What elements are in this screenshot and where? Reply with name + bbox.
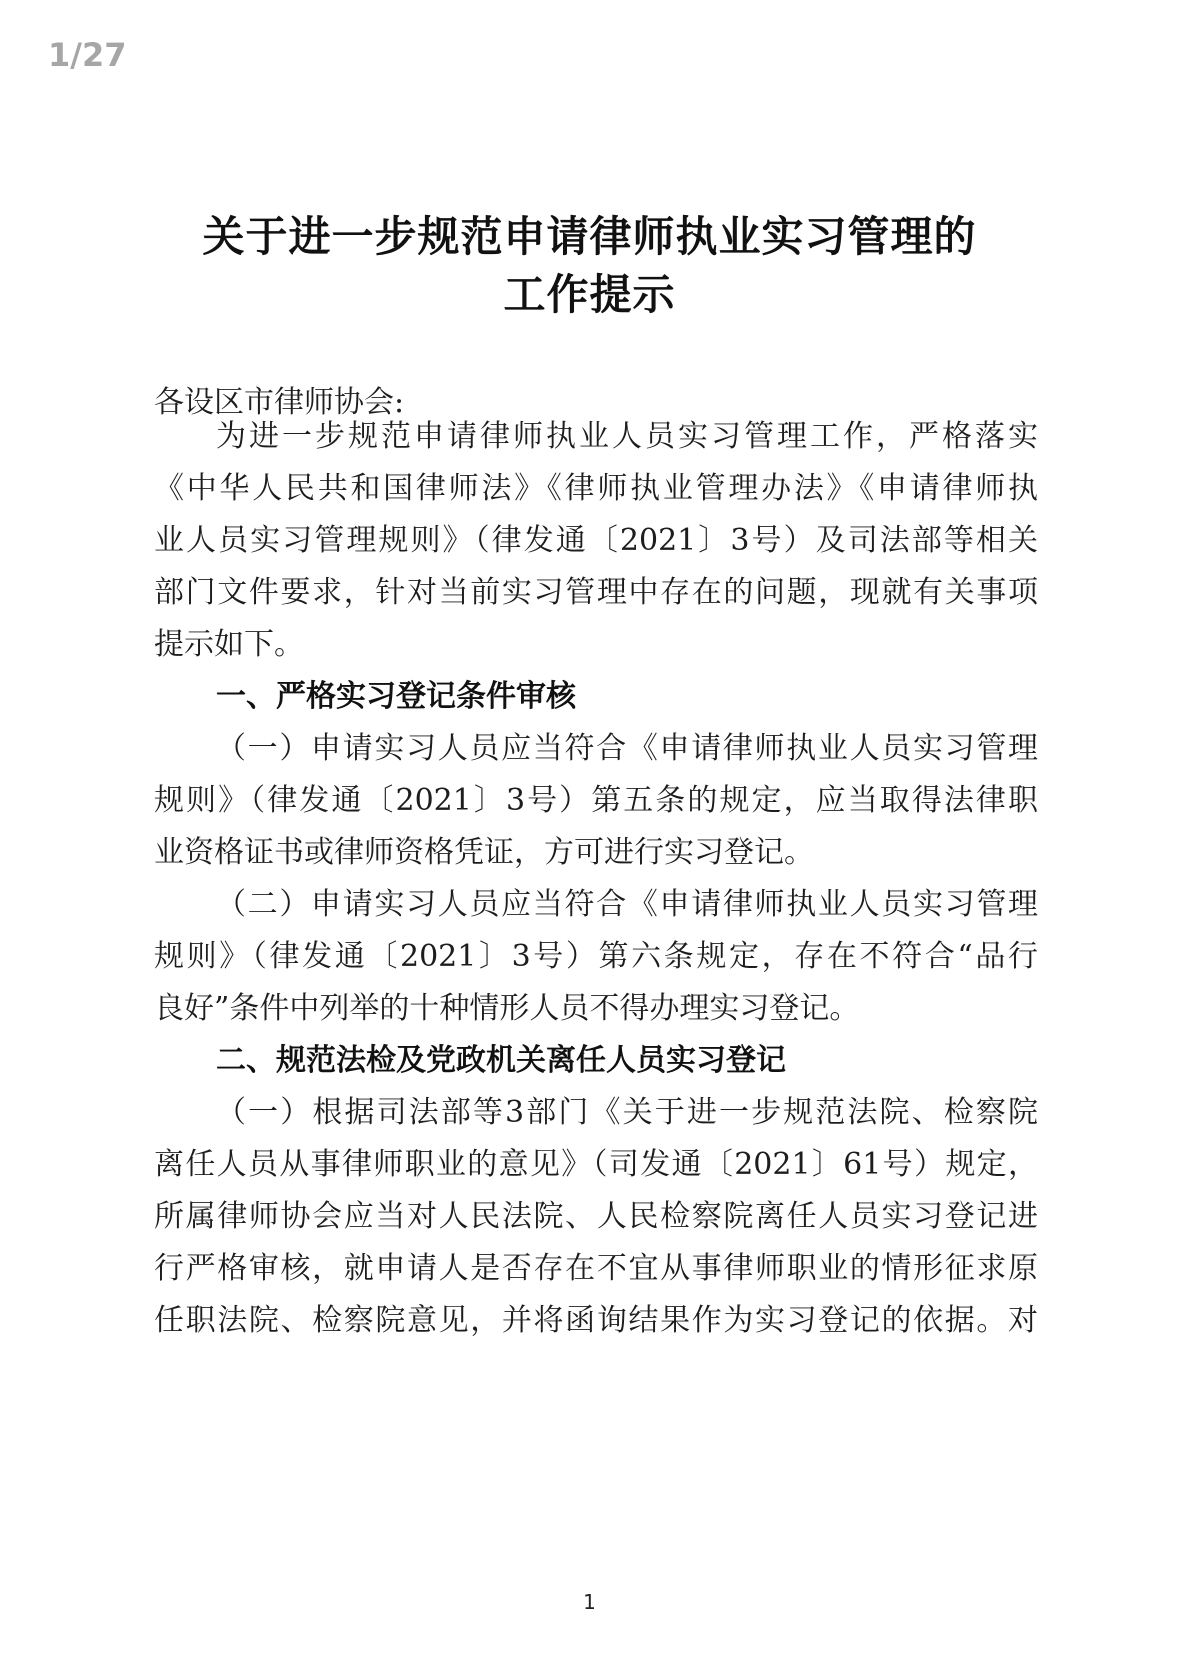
footer-page-number: 1 bbox=[583, 1590, 596, 1614]
document-title-line-1: 关于进一步规范申请律师执业实习管理的 bbox=[202, 212, 977, 261]
section-1-item-1-line-1: （一）申请实习人员应当符合《申请律师执业人员实习管理 bbox=[216, 731, 1038, 766]
salutation: 各设区市律师协会: bbox=[154, 385, 405, 420]
section-2-item-1-line-2: 离任人员从事律师职业的意见》（司发通〔2021〕61号）规定， bbox=[154, 1147, 1038, 1182]
intro-line-5: 提示如下。 bbox=[154, 627, 304, 662]
page-indicator: 1/27 bbox=[48, 36, 127, 74]
section-2-heading: 二、规范法检及党政机关离任人员实习登记 bbox=[216, 1043, 786, 1078]
section-1-item-2-line-2: 规则》（律发通〔2021〕3号）第六条规定，存在不符合“品行 bbox=[154, 939, 1038, 974]
section-2-item-1-line-4: 行严格审核，就申请人是否存在不宜从事律师职业的情形征求原 bbox=[154, 1251, 1038, 1286]
section-2-item-1-line-3: 所属律师协会应当对人民法院、人民检察院离任人员实习登记进 bbox=[154, 1199, 1038, 1234]
section-1-item-2-line-1: （二）申请实习人员应当符合《申请律师执业人员实习管理 bbox=[216, 887, 1038, 922]
section-2-item-1-line-1: （一）根据司法部等3部门《关于进一步规范法院、检察院 bbox=[216, 1095, 1038, 1130]
section-1-heading: 一、严格实习登记条件审核 bbox=[216, 679, 576, 714]
section-1-item-1-line-3: 业资格证书或律师资格凭证，方可进行实习登记。 bbox=[154, 835, 814, 870]
document-title-line-2: 工作提示 bbox=[503, 270, 676, 319]
intro-line-2: 《中华人民共和国律师法》《律师执业管理办法》《申请律师执 bbox=[154, 471, 1038, 506]
section-2-item-1-line-5: 任职法院、检察院意见，并将函询结果作为实习登记的依据。对 bbox=[154, 1303, 1038, 1338]
section-1-item-2-line-3: 良好”条件中列举的十种情形人员不得办理实习登记。 bbox=[154, 991, 860, 1026]
intro-line-3: 业人员实习管理规则》（律发通〔2021〕3号）及司法部等相关 bbox=[154, 523, 1038, 558]
intro-line-1: 为进一步规范申请律师执业人员实习管理工作，严格落实 bbox=[216, 419, 1038, 454]
section-1-item-1-line-2: 规则》（律发通〔2021〕3号）第五条的规定，应当取得法律职 bbox=[154, 783, 1038, 818]
intro-line-4: 部门文件要求，针对当前实习管理中存在的问题，现就有关事项 bbox=[154, 575, 1038, 610]
